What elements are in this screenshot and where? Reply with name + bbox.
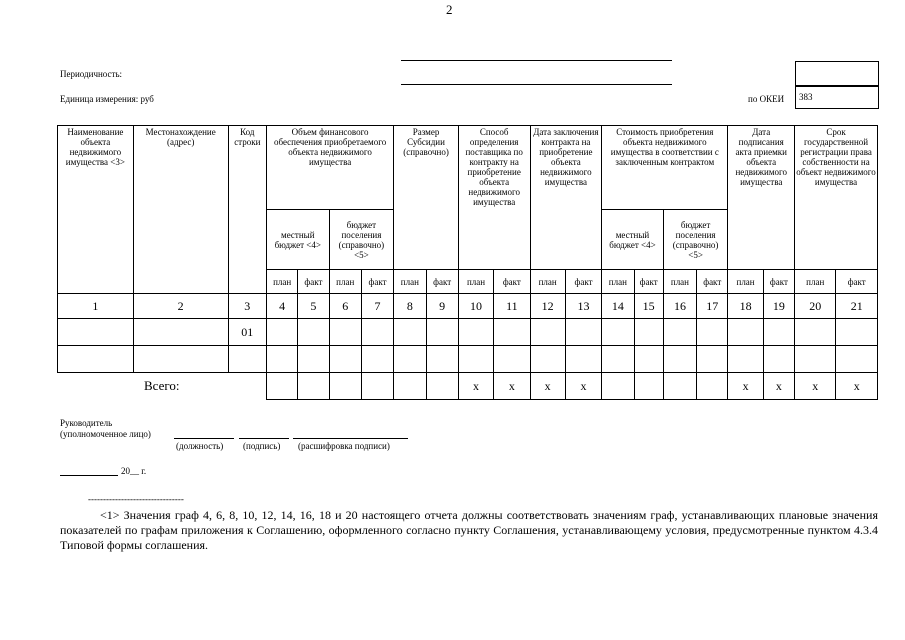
col-num-12: 12 [530, 294, 565, 319]
footnote-separator: -------------------------------- [88, 494, 184, 504]
fact-15: факт [634, 270, 663, 294]
x-mark: x [836, 373, 878, 400]
codes-box-top [795, 61, 879, 87]
col-num-4: 4 [266, 294, 297, 319]
fact-11: факт [494, 270, 530, 294]
total-row [58, 373, 878, 400]
decoding-caption: (расшифровка подписи) [298, 441, 390, 451]
col-num-20: 20 [795, 294, 836, 319]
col-num-9: 9 [426, 294, 458, 319]
col-num-14: 14 [602, 294, 634, 319]
position-caption: (должность) [176, 441, 224, 451]
x-mark: x [494, 373, 530, 400]
periodicity-label: Периодичность: [60, 69, 123, 79]
col-num-3: 3 [228, 294, 266, 319]
header-local-budget: местный бюджет <4> [266, 210, 329, 270]
plan-10: план [458, 270, 493, 294]
fact-9: факт [426, 270, 458, 294]
plan-20: план [795, 270, 836, 294]
col-num-21: 21 [836, 294, 878, 319]
total-label: Всего: [58, 373, 267, 400]
col-num-8: 8 [394, 294, 426, 319]
footnote-text [60, 508, 878, 553]
x-mark: x [530, 373, 565, 400]
plan-4: план [266, 270, 297, 294]
fact-17: факт [697, 270, 728, 294]
fact-21: факт [836, 270, 878, 294]
header-location: Местонахождение (адрес) [133, 126, 228, 294]
report-table [57, 125, 878, 400]
col-num-17: 17 [697, 294, 728, 319]
col-num-19: 19 [763, 294, 794, 319]
col-num-16: 16 [663, 294, 696, 319]
col-num-11: 11 [494, 294, 530, 319]
x-mark: x [565, 373, 601, 400]
col-num-18: 18 [728, 294, 763, 319]
x-mark: x [728, 373, 763, 400]
header-code: Код строки [228, 126, 266, 294]
plan-14: план [602, 270, 634, 294]
header-registration: Срок государственной регистрации права собственности на объект недвижимого имущества [795, 126, 878, 270]
row-code: 01 [228, 319, 266, 346]
signature-line [239, 438, 289, 439]
col-num-10: 10 [458, 294, 493, 319]
header-cost-settlement: бюджет поселения (справочно) <5> [663, 210, 728, 270]
decoding-line [293, 438, 408, 439]
okei-label: по ОКЕИ [748, 94, 785, 104]
col-num-5: 5 [298, 294, 329, 319]
plan-8: план [394, 270, 426, 294]
fact-13: факт [565, 270, 601, 294]
header-contract-date: Дата заключения контракта на приобретение объекта недвижимого имущества [530, 126, 602, 270]
header-act-date: Дата подписания акта приемки объекта недвижимого имущества [728, 126, 795, 270]
col-num-2: 2 [133, 294, 228, 319]
periodicity-underline-bottom [401, 84, 672, 85]
header-cost-local: местный бюджет <4> [602, 210, 664, 270]
date-line [60, 475, 118, 476]
x-mark: x [458, 373, 493, 400]
unit-label: Единица измерения: руб [60, 94, 154, 104]
col-num-6: 6 [329, 294, 361, 319]
okei-code: 383 [799, 92, 813, 102]
plan-6: план [329, 270, 361, 294]
footnote-body: <1> Значения граф 4, 6, 8, 10, 12, 14, 16, 18 и 20 настоящего отчета должны соответствовать значениям граф, устанавливающих плановые значения показателей по графам приложения к Соглашению, оформленного согласно пункту Соглашения, устанавливающему условия, предусмотренные пунктом 4.3.4 Типовой формы соглашения. [60, 508, 878, 552]
header-volume: Объем финансового обеспечения приобретаемого объекта недвижимого имущества [266, 126, 393, 210]
signature-caption: (подпись) [243, 441, 281, 451]
plan-12: план [530, 270, 565, 294]
table-row [58, 319, 878, 346]
fact-7: факт [361, 270, 393, 294]
date-text: 20__ г. [121, 466, 147, 476]
periodicity-underline-top [401, 60, 672, 61]
x-mark: x [763, 373, 794, 400]
table-row [58, 346, 878, 373]
head-label: Руководитель [60, 418, 113, 428]
fact-19: факт [763, 270, 794, 294]
col-num-1: 1 [58, 294, 134, 319]
header-cost: Стоимость приобретения объекта недвижимого имущества в соответствии с заключенным контрактом [602, 126, 728, 210]
x-mark: x [795, 373, 836, 400]
header-settlement-budget: бюджет поселения (справочно) <5> [329, 210, 394, 270]
header-name: Наименование объекта недвижимого имущества <3> [58, 126, 134, 294]
plan-16: план [663, 270, 696, 294]
fact-5: факт [298, 270, 329, 294]
okei-code-box [795, 85, 879, 109]
header-method: Способ определения поставщика по контракту на приобретение объекта недвижимого имущества [458, 126, 530, 270]
col-num-13: 13 [565, 294, 601, 319]
head-sublabel: (уполномоченное лицо) [60, 429, 151, 439]
page-number: 2 [446, 2, 453, 17]
col-num-15: 15 [634, 294, 663, 319]
position-line [174, 438, 234, 439]
col-num-7: 7 [361, 294, 393, 319]
plan-18: план [728, 270, 763, 294]
header-subsidy: Размер Субсидии (справочно) [394, 126, 459, 270]
